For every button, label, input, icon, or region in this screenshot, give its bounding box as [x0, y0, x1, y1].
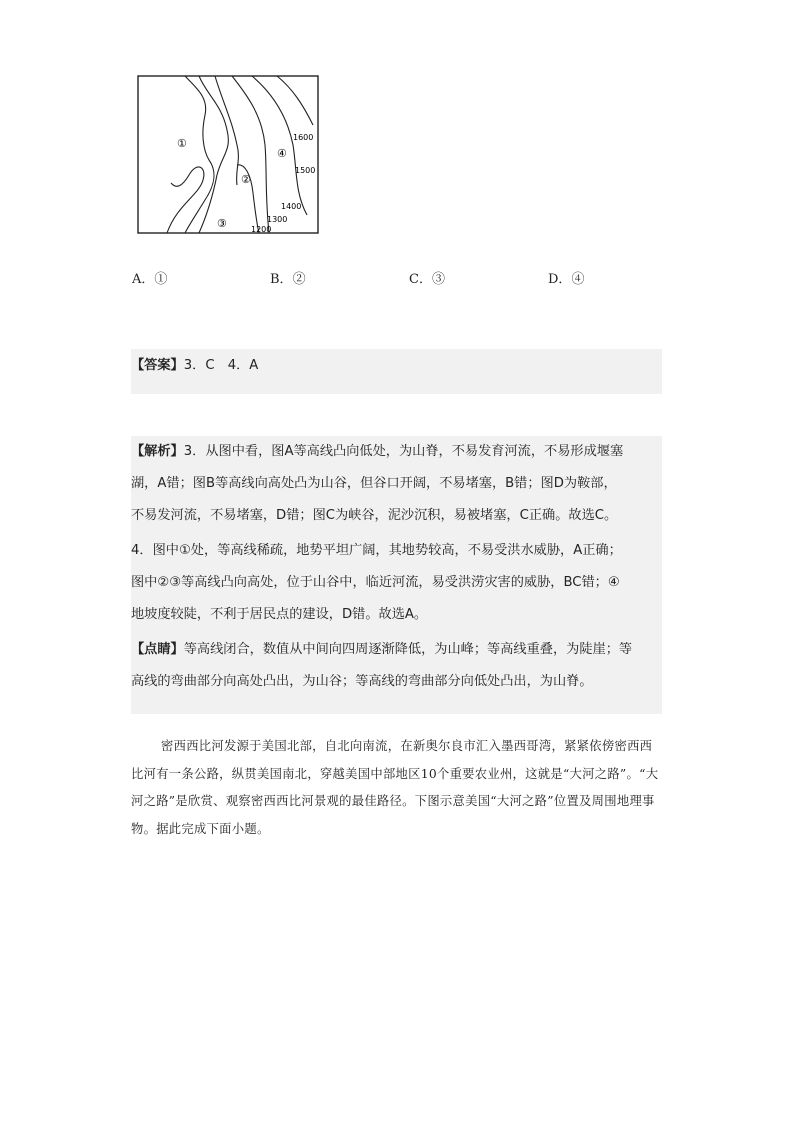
choice-a-letter: A．: [132, 272, 155, 287]
tip-line-2: 高线的弯曲部分向高处凸出，为山谷；等高线的弯曲部分向低处凸出，为山脊。: [131, 674, 593, 689]
choice-d-letter: D．: [548, 272, 572, 287]
choice-d: [548, 268, 584, 287]
passage-text: 密西西比河发源于美国北部，自北向南流，在新奥尔良市汇入墨西哥湾，紧紧依傍密西西比河有一条公路，纵贯美国南北，穿越美国中部地区10个重要农业州，这就是“大河之路”。“大河之路”是欣赏、观察密西西比河景观的最佳路径。下图示意美国“大河之路”位置及周围地理事物。据此完成下面小题。: [131, 739, 659, 836]
choice-a-mark: ①: [154, 272, 168, 287]
map-label-4: ④: [277, 147, 287, 160]
analysis-line-4: 4．图中①处，等高线稀疏，地势平坦广阔，其地势较高，不易受洪水威胁，A正确；: [131, 543, 622, 558]
choice-c-letter: C．: [409, 272, 432, 287]
analysis-line-6: 地坡度较陡，不利于居民点的建设，D错。故选A。: [131, 607, 428, 622]
choice-a: [132, 268, 167, 287]
elev-label-1600: 1600: [293, 133, 314, 142]
analysis-label: 【解析】: [131, 444, 184, 459]
answer-label: 【答案】: [131, 358, 184, 373]
elev-label-1400: 1400: [281, 202, 302, 211]
reading-passage: [131, 733, 662, 843]
contour-map: [137, 75, 319, 234]
analysis-line-3: 不易发河流，不易堵塞，D错；图C为峡谷，泥沙沉积，易被堵塞，C正确。故选C。: [131, 508, 618, 523]
answer-text: 3．C 4．A: [183, 358, 259, 373]
choice-c-mark: ③: [431, 272, 445, 287]
map-label-1: ①: [177, 137, 187, 150]
choice-c: [409, 268, 445, 287]
choice-b-letter: B．: [270, 272, 293, 287]
analysis-block: [131, 436, 662, 714]
analysis-line-5: 图中②③等高线凸向高处，位于山谷中，临近河流，易受洪涝灾害的威胁，BC错；④: [131, 575, 620, 590]
answer-line: [131, 349, 662, 382]
answer-block: [131, 349, 662, 394]
tip-label: 【点睛】: [131, 642, 184, 657]
elev-label-1300: 1300: [267, 215, 288, 224]
choice-d-mark: ④: [571, 272, 585, 287]
tip-line-1: [131, 634, 662, 666]
analysis-line-2: 湖，A错；图B等高线向高处凸为山谷，但谷口开阔，不易堵塞，B错；图D为鞍部，: [131, 476, 617, 491]
analysis-line-1: [131, 436, 662, 468]
contour-map-svg: [137, 75, 319, 234]
map-label-2: ②: [241, 173, 251, 186]
tip-text-1: 等高线闭合，数值从中间向四周逐渐降低，为山峰；等高线重叠，为陡崖；等: [183, 642, 633, 657]
choice-b-mark: ②: [292, 272, 306, 287]
elev-label-1200: 1200: [251, 225, 272, 234]
analysis-text-1: 3．从图中看，图A等高线凸向低处，为山脊，不易发育河流，不易形成堰塞: [183, 444, 624, 459]
elev-label-1500: 1500: [295, 166, 316, 175]
answer-choices: [132, 268, 692, 288]
choice-b: [270, 268, 306, 287]
map-label-3: ③: [217, 217, 227, 230]
